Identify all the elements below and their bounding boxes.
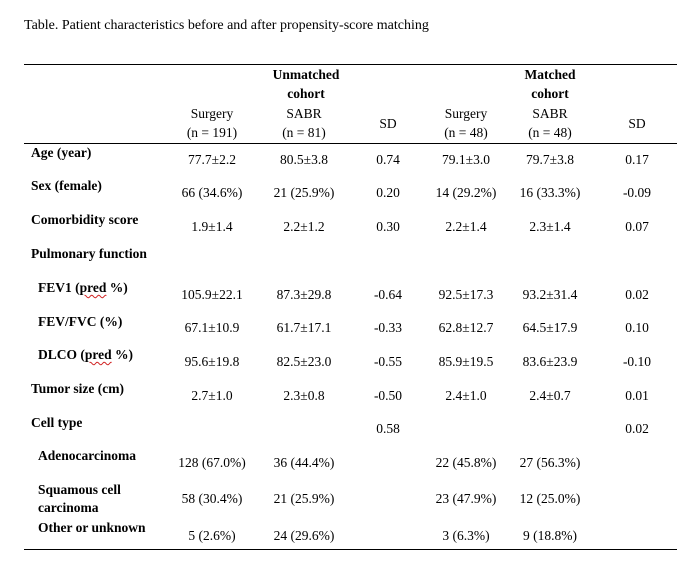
cell-other-surgery-unmatched: 5 (2.6%) — [188, 528, 236, 543]
cell-sex-sabr-unmatched: 21 (25.9%) — [273, 185, 335, 200]
unmatched-header-line2: cohort — [287, 86, 325, 101]
cell-dlco-sabr-unmatched: 82.5±23.0 — [276, 354, 332, 369]
dlco-label-part1: DLCO ( — [38, 347, 85, 362]
cell-fev1-surgery-unmatched: 105.9±22.1 — [181, 287, 243, 302]
cell-age-sd-unmatched: 0.74 — [376, 152, 400, 167]
fev1-label-part3: %) — [106, 280, 128, 295]
cell-fev1-sd-matched: 0.02 — [625, 287, 649, 302]
col-surgery-matched-label: Surgery — [444, 106, 488, 121]
col-surgery-matched-n: (n = 48) — [444, 125, 488, 140]
col-surgery-matched — [421, 104, 511, 142]
cell-fevfvc-surgery-matched: 62.8±12.7 — [438, 320, 494, 335]
col-sabr-unmatched-n: (n = 81) — [282, 125, 326, 140]
col-sabr-unmatched-label: SABR — [286, 106, 322, 121]
cell-sex-sd-unmatched: 0.20 — [376, 185, 400, 200]
cell-dlco-sd-unmatched: -0.55 — [373, 354, 403, 369]
col-surgery-unmatched-label: Surgery — [190, 106, 234, 121]
cell-age-sabr-unmatched: 80.5±3.8 — [280, 152, 328, 167]
cell-adeno-surgery-unmatched: 128 (67.0%) — [178, 455, 246, 470]
cell-dlco-surgery-matched: 85.9±19.5 — [438, 354, 494, 369]
row-label-squamous-cell-carcinoma — [38, 481, 121, 517]
cell-squamous-surgery-unmatched: 58 (30.4%) — [181, 491, 243, 506]
cell-tumor-sd-unmatched: -0.50 — [373, 388, 403, 403]
cell-fev1-sd-unmatched: -0.64 — [373, 287, 403, 302]
row-label-tumor-size: Tumor size (cm) — [31, 381, 124, 396]
row-label-age: Age (year) — [31, 145, 92, 160]
dlco-label-pred: pred — [84, 347, 112, 362]
cell-fevfvc-surgery-unmatched: 67.1±10.9 — [184, 320, 240, 335]
cell-squamous-sabr-unmatched: 21 (25.9%) — [273, 491, 335, 506]
cell-fevfvc-sabr-unmatched: 61.7±17.1 — [276, 320, 332, 335]
table-caption: Table. Patient characteristics before and after propensity-score matching — [24, 18, 429, 33]
cell-fevfvc-sd-matched: 0.10 — [625, 320, 649, 335]
cell-sex-surgery-matched: 14 (29.2%) — [435, 185, 497, 200]
col-surgery-unmatched — [167, 104, 257, 142]
row-label-sex: Sex (female) — [31, 178, 102, 193]
row-label-fev1 — [38, 279, 128, 297]
cell-other-sabr-unmatched: 24 (29.6%) — [273, 528, 335, 543]
cell-age-surgery-unmatched: 77.7±2.2 — [188, 152, 236, 167]
fev1-label-pred: pred — [79, 280, 107, 295]
cell-fevfvc-sabr-matched: 64.5±17.9 — [522, 320, 578, 335]
unmatched-cohort-header — [256, 65, 356, 103]
cell-comorbidity-sabr-unmatched: 2.2±1.2 — [283, 219, 325, 234]
cell-tumor-sabr-matched: 2.4±0.7 — [529, 388, 571, 403]
cell-age-sabr-matched: 79.7±3.8 — [526, 152, 574, 167]
cell-comorbidity-surgery-unmatched: 1.9±1.4 — [191, 219, 233, 234]
row-label-fev-fvc: FEV/FVC (%) — [38, 314, 123, 329]
cell-fev1-surgery-matched: 92.5±17.3 — [438, 287, 494, 302]
cell-age-surgery-matched: 79.1±3.0 — [442, 152, 490, 167]
col-sd-unmatched: SD — [379, 116, 397, 131]
cell-fev1-sabr-matched: 93.2±31.4 — [522, 287, 578, 302]
cell-adeno-surgery-matched: 22 (45.8%) — [435, 455, 497, 470]
cell-squamous-surgery-matched: 23 (47.9%) — [435, 491, 497, 506]
row-label-pulmonary-function: Pulmonary function — [31, 246, 147, 261]
row-label-comorbidity: Comorbidity score — [31, 212, 139, 227]
cell-comorbidity-sd-matched: 0.07 — [625, 219, 649, 234]
cell-adeno-sabr-matched: 27 (56.3%) — [519, 455, 581, 470]
dlco-label-part3: %) — [111, 347, 134, 362]
matched-cohort-header — [500, 65, 600, 103]
header-rule — [24, 143, 677, 144]
row-label-other-unknown: Other or unknown — [38, 520, 146, 535]
col-sabr-matched — [505, 104, 595, 142]
row-label-cell-type: Cell type — [31, 415, 83, 430]
cell-sex-sabr-matched: 16 (33.3%) — [519, 185, 581, 200]
cell-adeno-sabr-unmatched: 36 (44.4%) — [273, 455, 335, 470]
squamous-label-line2: carcinoma — [38, 500, 99, 515]
cell-sex-sd-matched: -0.09 — [622, 185, 652, 200]
cell-dlco-surgery-unmatched: 95.6±19.8 — [184, 354, 240, 369]
fev1-label-part1: FEV1 ( — [38, 280, 80, 295]
cell-comorbidity-surgery-matched: 2.2±1.4 — [445, 219, 487, 234]
col-sabr-unmatched — [259, 104, 349, 142]
cell-other-surgery-matched: 3 (6.3%) — [442, 528, 490, 543]
cell-tumor-sd-matched: 0.01 — [625, 388, 649, 403]
cell-tumor-sabr-unmatched: 2.3±0.8 — [283, 388, 325, 403]
cell-comorbidity-sd-unmatched: 0.30 — [376, 219, 400, 234]
cell-tumor-surgery-unmatched: 2.7±1.0 — [191, 388, 233, 403]
matched-header-line2: cohort — [531, 86, 569, 101]
cell-other-sabr-matched: 9 (18.8%) — [523, 528, 577, 543]
cell-fev1-sabr-unmatched: 87.3±29.8 — [276, 287, 332, 302]
cell-squamous-sabr-matched: 12 (25.0%) — [519, 491, 581, 506]
cell-celltype-sd-unmatched: 0.58 — [376, 421, 400, 436]
cell-comorbidity-sabr-matched: 2.3±1.4 — [529, 219, 571, 234]
matched-header-line1: Matched — [524, 67, 576, 82]
cell-sex-surgery-unmatched: 66 (34.6%) — [181, 185, 243, 200]
cell-dlco-sd-matched: -0.10 — [622, 354, 652, 369]
row-label-adenocarcinoma: Adenocarcinoma — [38, 448, 136, 463]
squamous-label-line1: Squamous cell — [38, 482, 121, 497]
cell-tumor-surgery-matched: 2.4±1.0 — [445, 388, 487, 403]
col-sd-matched: SD — [628, 116, 646, 131]
bottom-rule — [24, 549, 677, 550]
cell-dlco-sabr-matched: 83.6±23.9 — [522, 354, 578, 369]
cell-age-sd-matched: 0.17 — [625, 152, 649, 167]
cell-celltype-sd-matched: 0.02 — [625, 421, 649, 436]
cell-fevfvc-sd-unmatched: -0.33 — [373, 320, 403, 335]
col-sabr-matched-n: (n = 48) — [528, 125, 572, 140]
col-sabr-matched-label: SABR — [532, 106, 568, 121]
col-surgery-unmatched-n: (n = 191) — [186, 125, 238, 140]
row-label-dlco — [38, 346, 133, 364]
unmatched-header-line1: Unmatched — [272, 67, 340, 82]
